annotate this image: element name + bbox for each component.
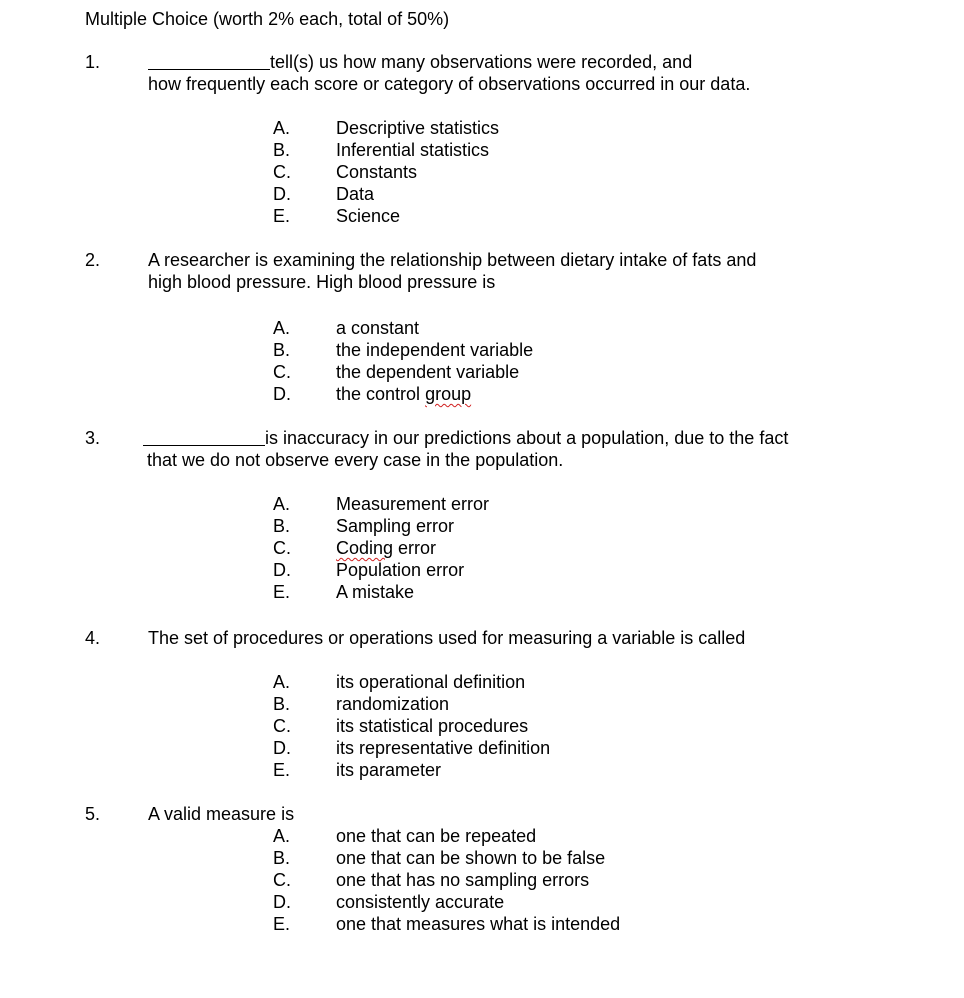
option-letter: E.	[273, 760, 291, 780]
option-letter: E.	[273, 914, 291, 934]
option-letter: D.	[273, 560, 291, 580]
question-text	[143, 427, 923, 471]
option-e	[0, 759, 964, 781]
option-letter: E.	[273, 582, 291, 602]
option-letter: A.	[273, 318, 291, 338]
option-text: Inferential statistics	[336, 140, 490, 160]
option-text: Data	[336, 184, 375, 204]
option-letter: A.	[273, 494, 291, 514]
option-b	[0, 693, 964, 715]
option-text: its statistical procedures	[336, 716, 529, 736]
option-letter: C.	[273, 362, 291, 382]
option-text: Measurement error	[336, 494, 490, 514]
options-2	[0, 317, 964, 405]
option-d	[0, 559, 964, 581]
options-1	[0, 117, 964, 227]
page-title: Multiple Choice (worth 2% each, total of 50%)	[85, 9, 450, 29]
spellcheck-word: group	[425, 384, 472, 404]
option-letter: D.	[273, 738, 291, 758]
option-b	[0, 139, 964, 161]
option-text: one that can be repeated	[336, 826, 537, 846]
option-text	[336, 537, 436, 559]
option-text: a constant	[336, 318, 420, 338]
spellcheck-word: Coding	[336, 538, 394, 558]
question-text	[148, 627, 928, 649]
option-c	[0, 715, 964, 737]
option-a	[0, 317, 964, 339]
option-e	[0, 913, 964, 935]
options-5	[0, 825, 964, 935]
question-line: how frequently each score or category of observations occurred in our data.	[148, 74, 751, 94]
question-line: tell(s) us how many observations were recorded, and	[270, 52, 693, 72]
option-letter: A.	[273, 672, 291, 692]
question-text	[148, 249, 928, 293]
question-line: A valid measure is	[148, 804, 295, 824]
question-text	[148, 51, 928, 95]
option-letter: B.	[273, 848, 291, 868]
option-letter: B.	[273, 340, 291, 360]
option-letter: C.	[273, 870, 291, 890]
question-line: is inaccuracy in our predictions about a population, due to the fact	[265, 428, 789, 448]
answer-blank	[148, 51, 270, 70]
option-e	[0, 205, 964, 227]
option-text	[336, 383, 471, 405]
option-text: the independent variable	[336, 340, 534, 360]
option-text: its operational definition	[336, 672, 526, 692]
question-number: 2.	[85, 250, 101, 270]
option-text: the dependent variable	[336, 362, 520, 382]
options-4	[0, 671, 964, 781]
question-line: The set of procedures or operations used for measuring a variable is called	[148, 628, 746, 648]
question-line: that we do not observe every case in the population.	[147, 450, 564, 470]
option-text: its representative definition	[336, 738, 551, 758]
option-text: Science	[336, 206, 401, 226]
option-text: A mistake	[336, 582, 415, 602]
option-text: randomization	[336, 694, 450, 714]
question-number: 3.	[85, 428, 101, 448]
option-text: one that can be shown to be false	[336, 848, 606, 868]
option-text-part: error	[393, 538, 437, 558]
option-e	[0, 581, 964, 603]
option-letter: A.	[273, 826, 291, 846]
question-line: A researcher is examining the relationship between dietary intake of fats and	[148, 250, 757, 270]
question-number: 4.	[85, 628, 101, 648]
option-text: Descriptive statistics	[336, 118, 500, 138]
option-a	[0, 671, 964, 693]
option-a	[0, 825, 964, 847]
option-text: its parameter	[336, 760, 442, 780]
answer-blank	[143, 427, 265, 446]
option-letter: B.	[273, 694, 291, 714]
option-letter: D.	[273, 892, 291, 912]
question-number: 5.	[85, 804, 101, 824]
option-c	[0, 361, 964, 383]
option-text-part: the control	[336, 384, 426, 404]
option-text: Constants	[336, 162, 418, 182]
option-text: consistently accurate	[336, 892, 505, 912]
option-letter: B.	[273, 516, 291, 536]
option-text: Sampling error	[336, 516, 455, 536]
option-d	[0, 891, 964, 913]
option-letter: C.	[273, 162, 291, 182]
option-letter: B.	[273, 140, 291, 160]
option-c	[0, 869, 964, 891]
option-letter: C.	[273, 538, 291, 558]
option-letter: A.	[273, 118, 291, 138]
question-text	[148, 803, 928, 825]
option-d	[0, 737, 964, 759]
question-line: high blood pressure. High blood pressure is	[148, 272, 496, 292]
option-text: one that measures what is intended	[336, 914, 621, 934]
options-3	[0, 493, 964, 603]
option-a	[0, 117, 964, 139]
question-number: 1.	[85, 52, 101, 72]
option-d	[0, 183, 964, 205]
option-c	[0, 161, 964, 183]
option-b	[0, 339, 964, 361]
option-text: one that has no sampling errors	[336, 870, 590, 890]
option-text: Population error	[336, 560, 465, 580]
option-b	[0, 515, 964, 537]
option-letter: E.	[273, 206, 291, 226]
option-letter: D.	[273, 184, 291, 204]
option-letter: C.	[273, 716, 291, 736]
option-letter: D.	[273, 384, 291, 404]
option-a	[0, 493, 964, 515]
option-b	[0, 847, 964, 869]
option-c	[0, 537, 964, 559]
option-d	[0, 383, 964, 405]
